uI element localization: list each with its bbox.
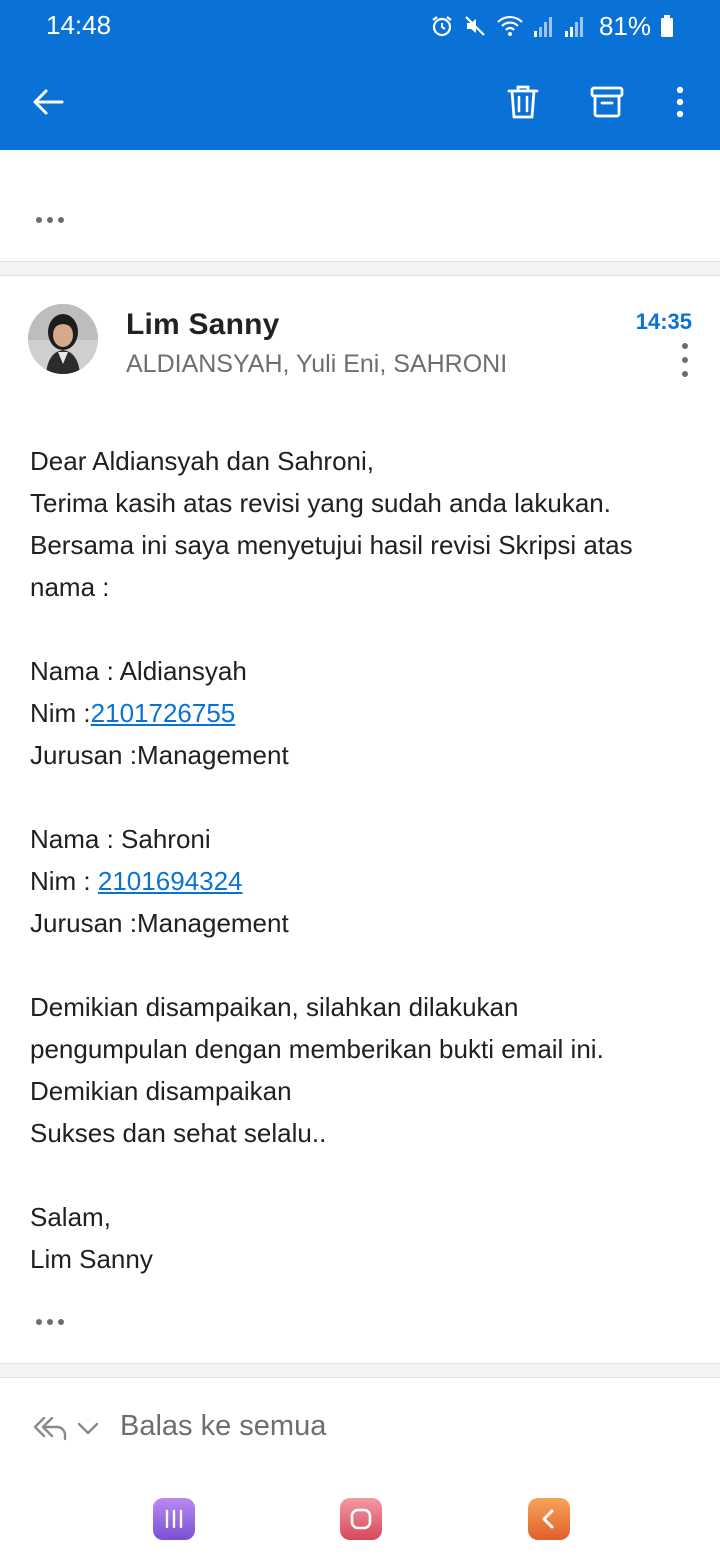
student-name: Nama : Aldiansyah [30,656,247,686]
top-app-bar [0,0,720,150]
signal-icon [533,14,555,38]
message-more-button[interactable] [678,343,692,377]
recipients[interactable]: ALDIANSYAH, Yuli Eni, SAHRONI [126,350,508,378]
recent-apps-button[interactable] [153,1498,195,1540]
back-nav-button[interactable] [528,1498,570,1540]
show-quoted-text-button[interactable] [36,1319,64,1325]
person-photo-icon [28,304,98,374]
message-body [30,440,700,1280]
status-icons [430,10,674,42]
collapsed-previous-message[interactable] [0,150,720,262]
body-text: Demikian disampaikan [30,1076,292,1106]
blank-line [30,608,700,650]
student-nim [30,860,700,902]
chevron-down-icon[interactable] [76,1416,100,1440]
student-major: Jurusan :Management [30,908,289,938]
more-vertical-icon [674,85,686,119]
body-greeting: Dear Aldiansyah dan Sahroni, [30,446,375,476]
body-text: Demikian disampaikan, silahkan dilakukan [30,992,519,1022]
body-text: Terima kasih atas revisi yang sudah anda lakukan. [30,488,611,518]
student-major: Jurusan :Management [30,740,289,770]
sender-name: Lim Sanny [126,308,280,341]
app-bar [0,60,720,144]
back-button[interactable] [20,74,76,130]
system-navigation-bar [0,1480,720,1560]
signature: Lim Sanny [30,1244,153,1274]
archive-button[interactable] [579,74,635,130]
archive-icon [590,85,624,119]
battery-percentage: 81% [598,10,651,41]
message-time: 14:35 [635,309,692,334]
student-nim [30,692,700,734]
wifi-icon [496,14,524,38]
mute-icon [463,14,487,38]
blank-line [30,944,700,986]
divider [0,262,720,276]
reply-all-bar[interactable] [0,1378,720,1478]
delete-button[interactable] [495,74,551,130]
status-time: 14:48 [46,10,112,40]
reply-all-icon[interactable] [32,1414,68,1442]
body-text: nama : [30,572,110,602]
blank-line [30,1154,700,1196]
reply-all-label[interactable]: Balas ke semua [120,1410,327,1442]
status-bar [0,0,720,52]
chevron-left-icon [539,1508,559,1530]
nim-label: Nim : [30,698,91,728]
more-options-button[interactable] [652,74,708,130]
alarm-icon [430,14,454,38]
back-arrow-icon [30,84,66,120]
dot [682,371,688,377]
nim-link[interactable]: 2101726755 [90,698,236,728]
more-horizontal-icon[interactable] [36,217,64,223]
student-name: Nama : Sahroni [30,824,211,854]
trash-icon [506,84,540,120]
dot [682,357,688,363]
recent-apps-icon [162,1509,186,1529]
body-text: pengumpulan dengan memberikan bukti email ini. [30,1034,604,1064]
signal-icon [564,14,586,38]
avatar[interactable] [28,304,98,374]
nim-link[interactable]: 2101694324 [97,866,243,896]
blank-line [30,776,700,818]
battery-icon [660,14,674,38]
salutation: Salam, [30,1202,111,1232]
dot [682,343,688,349]
nim-label: Nim : [30,866,98,896]
home-icon [349,1508,373,1530]
divider [0,1363,720,1378]
body-text: Sukses dan sehat selalu.. [30,1118,327,1148]
body-text: Bersama ini saya menyetujui hasil revisi Skripsi atas [30,530,633,560]
home-button[interactable] [340,1498,382,1540]
